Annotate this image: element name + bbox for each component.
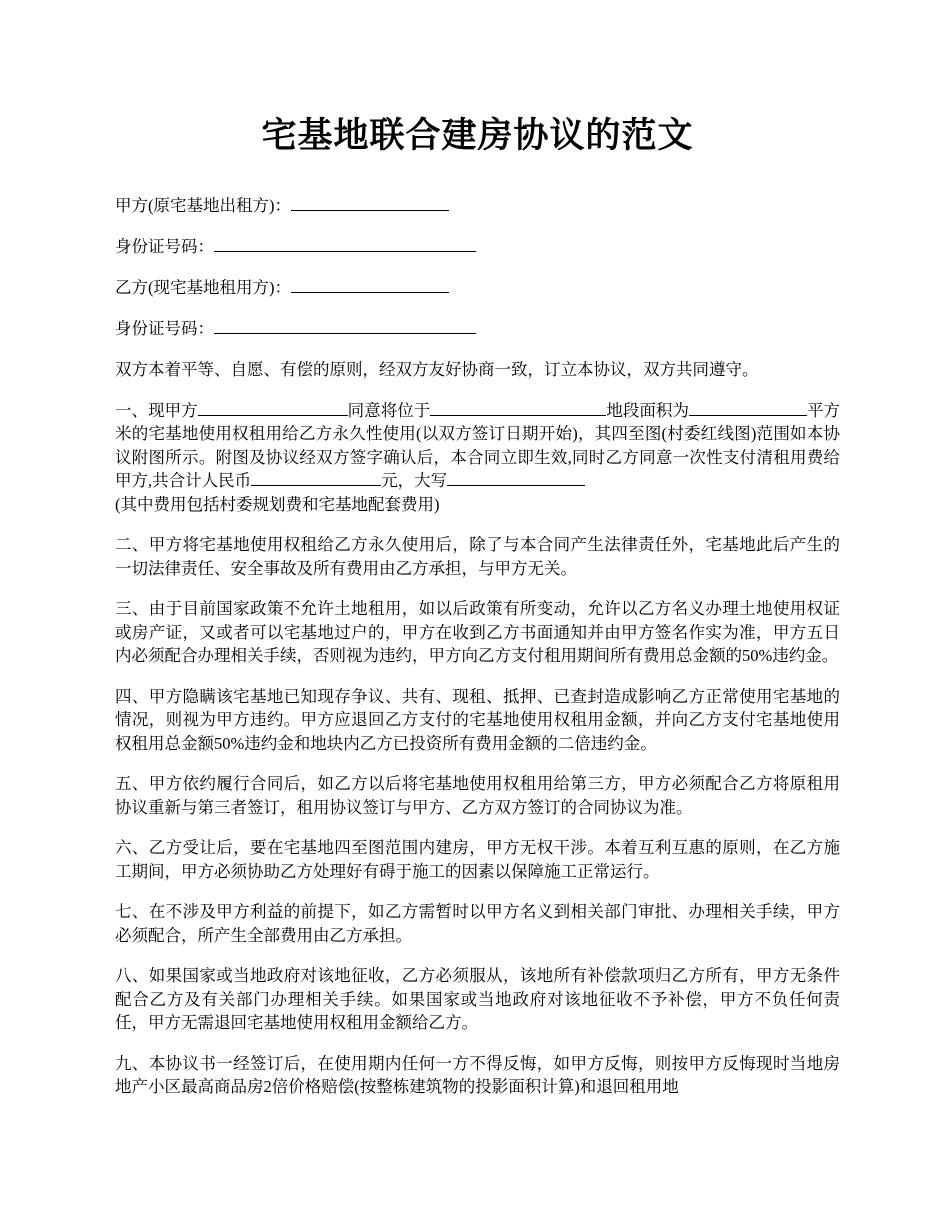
party-b-id-label: 身份证号码： [115, 319, 214, 338]
clause-8: 八、如果国家或当地政府对该地征收，乙方必须服从，该地所有补偿款项归乙方所有，甲方无条件配合乙方及有关部门办理相关手续。如果国家或当地政府对该地征收不予补偿，甲方不负任何责任，甲方无需退回宅基地使用权租用金额给乙方。 [115, 966, 840, 1032]
clause-1-part-2: 同意将位于 [347, 400, 431, 420]
clause-5: 五、甲方依约履行合同后，如乙方以后将宅基地使用权租用给第三方，甲方必须配合乙方将原租用协议重新与第三者签订，租用协议签订与甲方、乙方双方签订的合同协议为准。 [115, 774, 840, 817]
party-b-blank [291, 276, 449, 293]
location-blank [430, 399, 606, 416]
clause-1-part-5: 元，大写 [381, 471, 448, 490]
party-b-field [115, 276, 840, 300]
party-a-blank [291, 194, 449, 211]
party-b-id-field [115, 317, 840, 341]
document-body [115, 112, 840, 1116]
clause-4: 四、甲方隐瞒该宅基地已知现存争议、共有、现租、抵押、已查封造成影响乙方正常使用宅基地的情况，则视为甲方违约。甲方应退回乙方支付的宅基地使用权租用金额，并向乙方支付宅基地使用权租用总金额50%违约金和地块内乙方已投资所有费用金额的二倍违约金。 [115, 686, 840, 753]
area-blank [689, 399, 807, 416]
party-a-id-label: 身份证号码： [115, 237, 214, 256]
preamble: 双方本着平等、自愿、有偿的原则，经双方友好协商一致，订立本协议，双方共同遵守。 [115, 360, 759, 379]
party-a-id-blank [214, 235, 476, 252]
party-a-label: 甲方(原宅基地出租方)： [115, 196, 291, 215]
clause-7: 七、在不涉及甲方利益的前提下，如乙方需暂时以甲方名义到相关部门审批、办理相关手续，甲方必须配合，所产生全部费用由乙方承担。 [115, 902, 840, 945]
party-a-field [115, 194, 840, 218]
clause-1-part-3: 地段面积为 [606, 400, 689, 420]
party-a-name-blank [198, 399, 348, 416]
clause-1-part-1: 一、现甲方 [115, 400, 198, 420]
clause-9: 九、本协议书一经签订后，在使用期内任何一方不得反悔，如甲方反悔，则按甲方反悔现时当地房地产小区最高商品房2倍价格赔偿(按整栋建筑物的投影面积计算)和退回租用地 [115, 1053, 840, 1096]
party-b-id-blank [214, 317, 476, 334]
clause-6: 六、乙方受让后，要在宅基地四至图范围内建房，甲方无权干涉。本着互利互惠的原则，在乙方施工期间，甲方必须协助乙方处理好有碍于施工的因素以保障施工正常运行。 [115, 838, 840, 881]
clause-1 [115, 399, 840, 517]
clause-3: 三、由于目前国家政策不允许土地租用，如以后政策有所变动，允许以乙方名义办理土地使用权证或房产证，又或者可以宅基地过户的，甲方在收到乙方书面通知并由甲方签名作实为准，甲方五日内必须配合办理相关手续，否则视为违约，甲方向乙方支付租用期间所有费用总金额的50%违约金。 [115, 599, 840, 665]
document-title: 宅基地联合建房协议的范文 [261, 116, 694, 155]
amount-blank [251, 469, 381, 486]
clause-2: 二、甲方将宅基地使用权租给乙方永久使用后，除了与本合同产生法律责任外，宅基地此后产生的一切法律责任、安全事故及所有费用由乙方承担，与甲方无关。 [115, 535, 840, 578]
party-a-id-field [115, 235, 840, 259]
clause-1-part-4: 平方米的宅基地使用权租用给乙方永久性使用(以双方签订日期开始)，其四至图(村委红线图)范围如本协议附图所示。附图及协议经双方签字确认后，本合同立即生效,同时乙方同意一次性支付清租用费给甲方,共合计人民币 [115, 400, 841, 490]
amount-words-blank [447, 469, 585, 486]
clause-1-part-6: (其中费用包括村委规划费和宅基地配套费用) [115, 494, 440, 514]
party-b-label: 乙方(现宅基地租用方)： [115, 278, 291, 297]
